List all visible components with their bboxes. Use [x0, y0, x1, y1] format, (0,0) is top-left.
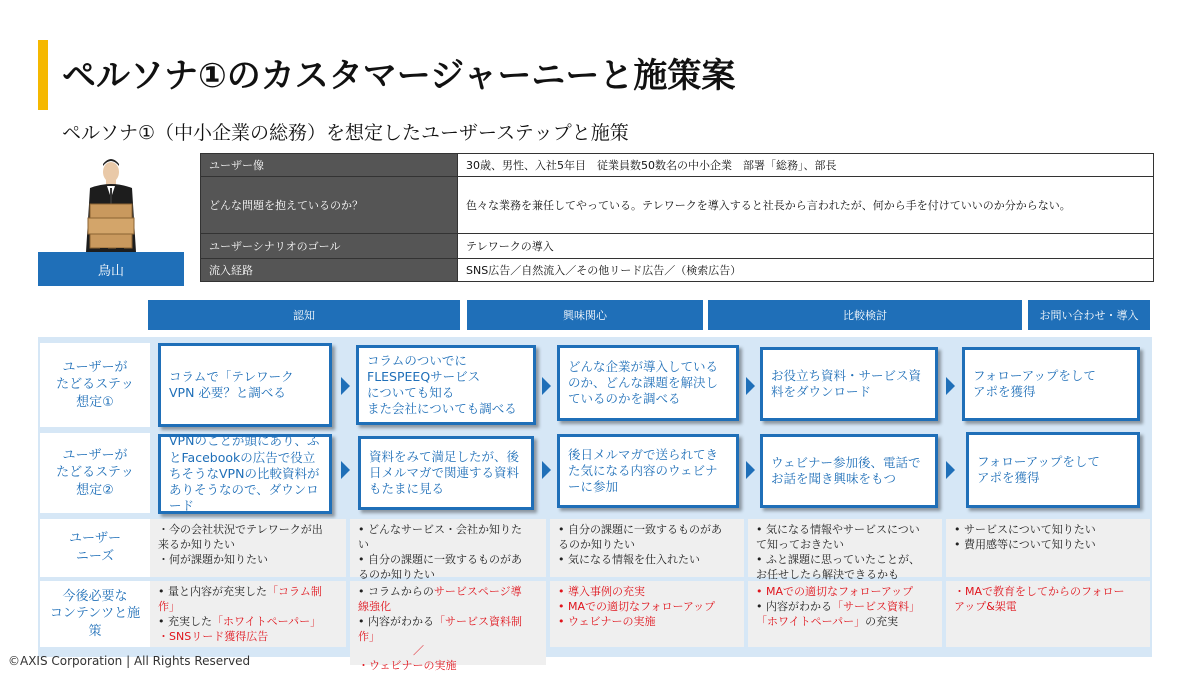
persona-key: どんな問題を抱えているのか？ — [201, 177, 458, 234]
contents-item: ・MAで教育をしてからのフォロー アップ&架電 — [954, 585, 1125, 613]
persona-row — [201, 177, 1154, 234]
contents-cell — [946, 581, 1150, 647]
contents-highlight: サービスページ導 線強化 — [358, 585, 522, 613]
row-label-needs: ユーザー ニーズ — [40, 519, 150, 577]
row-label-steps2: ユーザーが たどるステッ 想定② — [40, 433, 150, 513]
contents-item — [358, 585, 538, 615]
page-subtitle: ペルソナ①（中小企業の総務）を想定したユーザーステップと施策 — [62, 122, 629, 144]
step2-card: ウェビナー参加後、電話で お話を聞き興味をもつ — [760, 434, 938, 508]
contents-text: • 充実した — [158, 614, 212, 628]
persona-row — [201, 234, 1154, 259]
contents-text: • 内容がわかる — [358, 614, 434, 628]
phase-comparison: 比較検討 — [708, 300, 1022, 330]
contents-highlight: 「コラム制 作」 — [158, 585, 322, 613]
contents-item: ・ウェビナーの実施 — [358, 659, 457, 673]
contents-cell — [150, 581, 346, 647]
needs-item: • サービスについて知りたい — [954, 523, 1096, 536]
needs-item: • 費用感等について知りたい — [954, 537, 1096, 551]
step2-card: 後日メルマガで送られてき た気になる内容のウェビナ ーに参加 — [557, 434, 739, 508]
arrow-right-icon — [341, 377, 350, 395]
persona-name: 鳥山 — [38, 252, 184, 286]
step2-card: 資料をみて満足したが、後 日メルマガで関連する資料 もたまに見る — [358, 436, 534, 510]
persona-row — [201, 154, 1154, 177]
persona-table — [200, 153, 1154, 282]
arrow-right-icon — [542, 377, 551, 395]
contents-cell — [350, 581, 546, 673]
persona-row — [201, 259, 1154, 282]
arrow-right-icon — [946, 461, 955, 479]
needs-cell — [946, 519, 1150, 577]
step1-card: どんな企業が導入している のか、どんな課題を解決し ているのかを調べる — [557, 345, 739, 421]
needs-cell — [550, 519, 744, 577]
needs-cell — [748, 519, 942, 581]
step2-card: フォローアップをして アポを獲得 — [966, 432, 1140, 508]
arrow-right-icon — [341, 461, 350, 479]
needs-item: • ふと課題に思っていたことが、 お任せしたら解決できるかも — [756, 552, 920, 581]
contents-item — [756, 600, 934, 630]
arrow-right-icon — [746, 377, 755, 395]
contents-item — [358, 615, 538, 645]
contents-item: • MAでの適切なフォローアップ — [756, 585, 914, 598]
contents-cell — [550, 581, 744, 647]
contents-highlight: 「サービス資料制 作」 — [358, 614, 522, 643]
needs-cell — [350, 519, 546, 581]
contents-highlight: 「サービス資料」 「ホワイトペーパー」 — [756, 599, 920, 628]
persona-value: 色々な業務を兼任してやっている。テレワークを導入すると社長から言われたが、何から手を付けていいのか分からない。 — [458, 177, 1154, 234]
arrow-right-icon — [946, 377, 955, 395]
title-accent-bar — [38, 40, 48, 110]
copyright-footer: ©AXIS Corporation | All Rights Reserved — [8, 654, 251, 668]
needs-item: ・何が課題か知りたい — [158, 552, 268, 566]
row-label-contents: 今後必要な コンテンツと施 策 — [40, 581, 150, 647]
phase-interest: 興味関心 — [467, 300, 703, 330]
contents-item — [158, 585, 338, 615]
needs-cell — [150, 519, 346, 577]
needs-item: • 自分の課題に一致するものがあ るのか知りたい — [558, 523, 722, 551]
contents-text: • 量と内容が充実した — [158, 585, 267, 598]
contents-item: • 導入事例の充実 — [558, 585, 645, 598]
businessman-with-boxes-icon — [38, 152, 184, 252]
contents-text: • コラムからの — [358, 585, 434, 598]
persona-value: テレワークの導入 — [458, 234, 1154, 259]
page-title: ペルソナ①のカスタマージャーニーと施策案 — [62, 56, 736, 96]
contents-item: • ウェビナーの実施 — [558, 614, 656, 628]
contents-item: • MAでの適切なフォローアップ — [558, 599, 716, 613]
contents-item: ／ — [358, 644, 424, 658]
needs-item: • 気になる情報を仕入れたい — [558, 552, 700, 566]
persona-key: ユーザー像 — [201, 154, 458, 177]
contents-item: ・SNSリード獲得広告 — [158, 629, 269, 643]
needs-item: • どんなサービス・会社か知りた い — [358, 523, 522, 551]
arrow-right-icon — [746, 461, 755, 479]
phase-inquiry: お問い合わせ・導入 — [1028, 300, 1150, 330]
persona-value: SNS広告／自然流入／その他リード広告／（検索広告） — [458, 259, 1154, 282]
needs-item: • 自分の課題に一致するものがあ るのか知りたい — [358, 552, 522, 581]
arrow-right-icon — [542, 461, 551, 479]
contents-text: • 内容がわかる — [756, 599, 832, 613]
contents-item — [158, 615, 338, 630]
persona-key: 流入経路 — [201, 259, 458, 282]
needs-item: • 気になる情報やサービスについ て知っておきたい — [756, 523, 920, 551]
step1-card: コラムのついでに FLESPEEQサービス についても知る また会社についても調べる — [356, 345, 536, 425]
persona-photo — [38, 152, 184, 252]
persona-value: 30歳、男性、入社5年目 従業員数50数名の中小企業 部署「総務」、部長 — [458, 154, 1154, 177]
step1-card: コラムで「テレワーク VPN 必要？と調べる — [158, 343, 332, 427]
step1-card: お役立ち資料・サービス資 料をダウンロード — [760, 347, 938, 421]
contents-text: の充実 — [865, 614, 899, 628]
persona-key: ユーザーシナリオのゴール — [201, 234, 458, 259]
step1-card: フォローアップをして アポを獲得 — [962, 347, 1140, 421]
row-label-steps1: ユーザーが たどるステッ 想定① — [40, 343, 150, 427]
needs-item: ・今の会社状況でテレワークが出 来るか知りたい — [158, 523, 323, 551]
phase-awareness: 認知 — [148, 300, 460, 330]
contents-highlight: 「ホワイトペーパー」 — [212, 614, 322, 628]
contents-cell — [748, 581, 942, 647]
step2-card: VPNのことが頭にあり、ふ とFacebookの広告で役立 ちそうなVPNの比較資料が ありそうなので、ダウンロ ード — [158, 434, 332, 514]
